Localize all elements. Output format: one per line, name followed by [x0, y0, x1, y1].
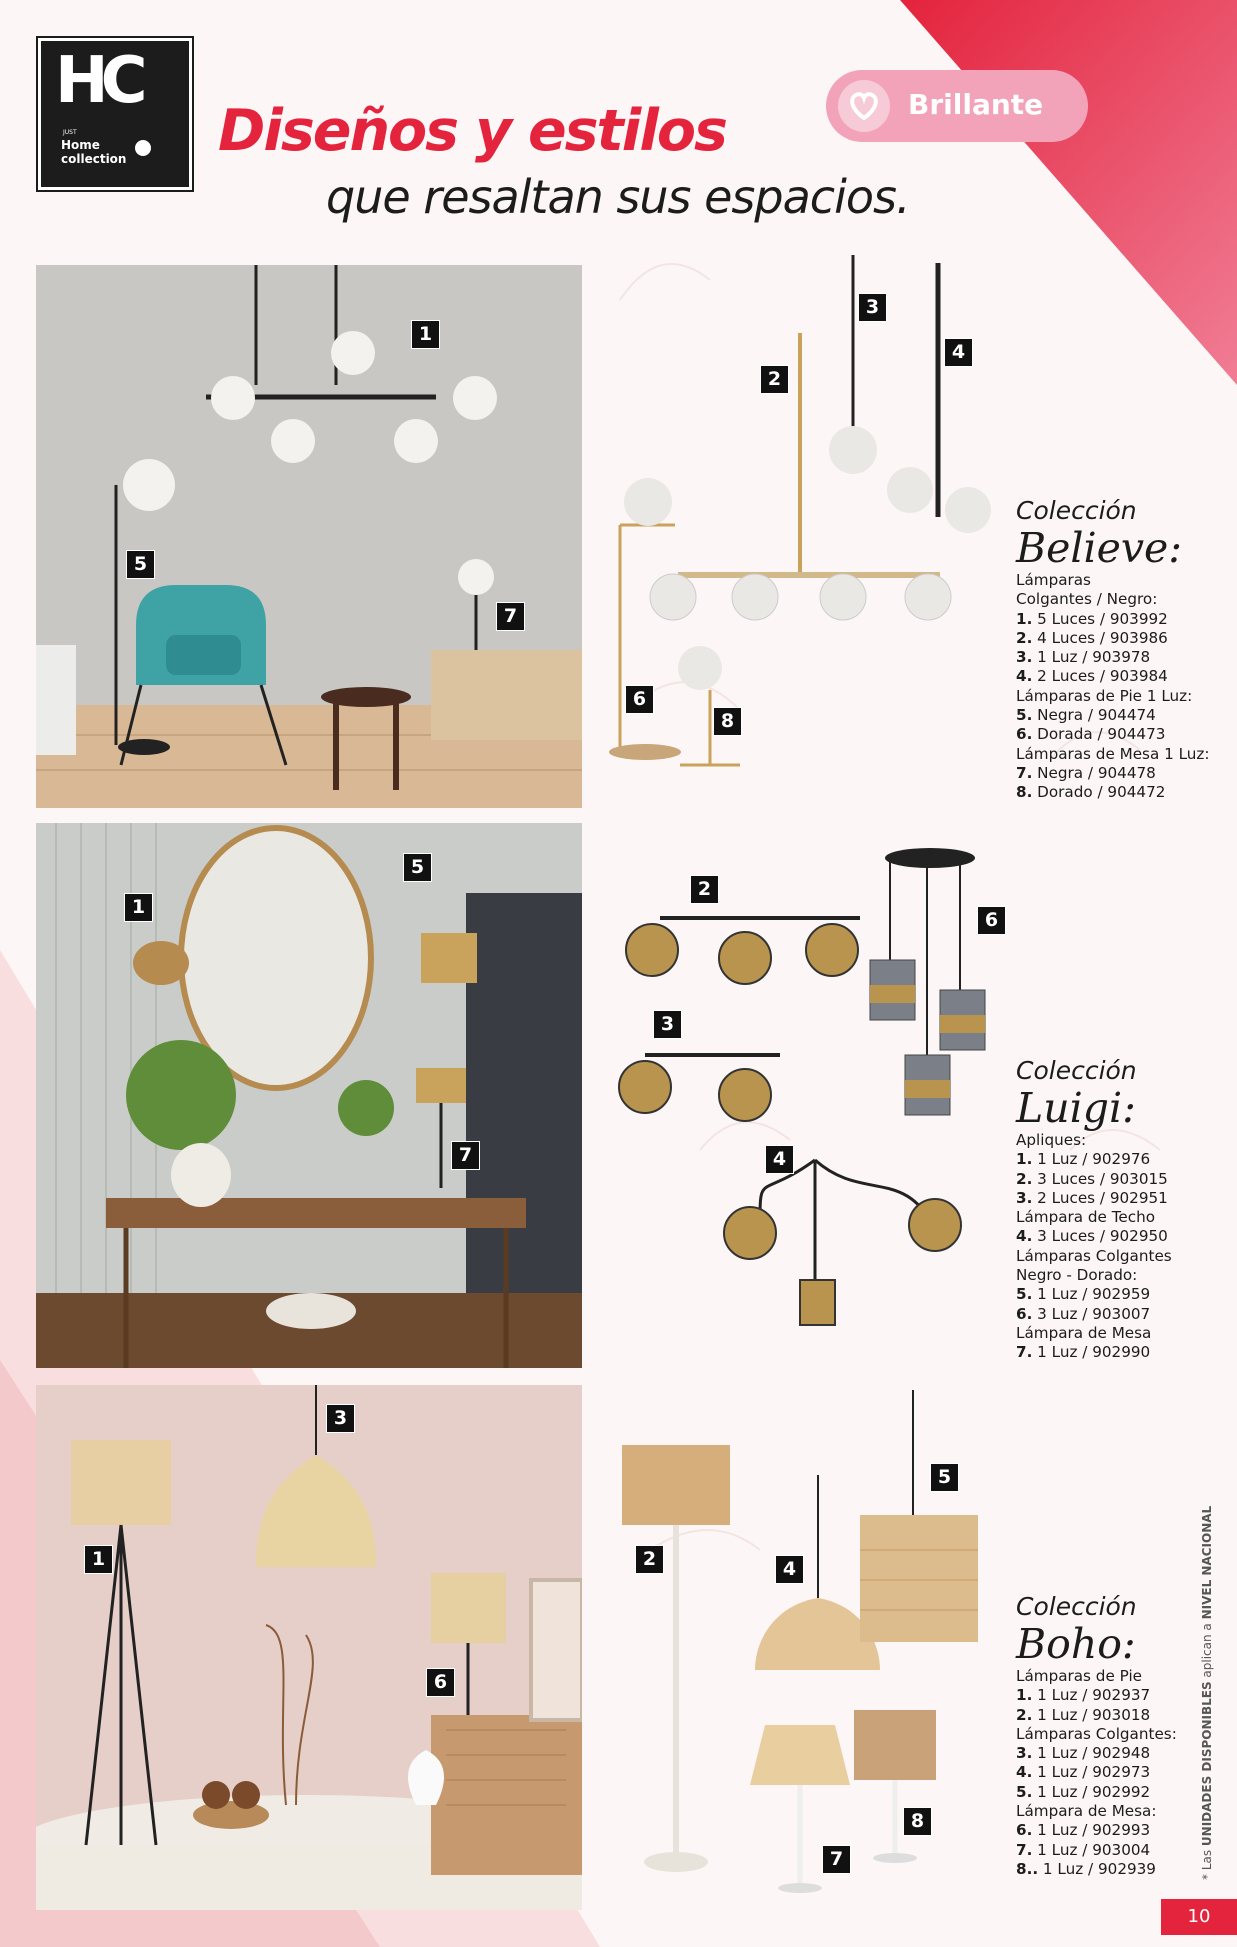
product-text: 1 Luz / 902939 [1038, 1859, 1156, 1878]
product-line [1016, 1189, 1172, 1208]
product-text: Dorado / 904472 [1032, 783, 1166, 802]
product-line [1016, 1266, 1172, 1285]
product-line [1016, 571, 1210, 590]
product-line [1016, 667, 1210, 686]
product-number: 4. [1016, 667, 1033, 686]
marker-8: 8 [903, 1807, 932, 1836]
product-line [1016, 648, 1210, 667]
marker-1: 1 [411, 320, 440, 349]
marker-7: 7 [451, 1141, 480, 1170]
product-line [1016, 610, 1210, 629]
marker-7: 7 [496, 602, 525, 631]
heart-icon [838, 80, 890, 132]
product-number: 6. [1016, 1304, 1033, 1323]
product-text: Lámparas de Pie [1016, 1667, 1143, 1685]
marker-3: 3 [326, 1404, 355, 1433]
boho-collection-info [1016, 1593, 1177, 1879]
product-line [1016, 1343, 1172, 1362]
product-text: 1 Luz / 902976 [1032, 1150, 1151, 1169]
product-line [1016, 783, 1210, 802]
product-line [1016, 1686, 1177, 1705]
product-line [1016, 1744, 1177, 1763]
product-line [1016, 1131, 1172, 1150]
collection-name: Luigi: [1016, 1084, 1136, 1132]
logo-small-text: JUST [63, 129, 77, 136]
product-text: Lámparas [1016, 571, 1091, 589]
product-text: 1 Luz / 902993 [1032, 1821, 1151, 1840]
product-text: Lámparas de Pie 1 Luz: [1016, 686, 1193, 705]
product-line [1016, 1706, 1177, 1725]
product-line [1016, 1841, 1177, 1860]
luigi-room-photo [36, 823, 582, 1368]
collection-label: Colección [1016, 1592, 1137, 1621]
product-text: 1 Luz / 902948 [1032, 1744, 1151, 1763]
logo-dot [135, 140, 151, 156]
product-number: 6. [1016, 1821, 1033, 1840]
product-line [1016, 1170, 1172, 1189]
marker-1: 1 [84, 1545, 113, 1574]
product-text: 1 Luz / 903018 [1032, 1705, 1151, 1724]
product-text: 1 Luz / 902959 [1032, 1285, 1151, 1304]
product-line [1016, 1667, 1177, 1686]
logo-line-1: Home [61, 138, 100, 152]
product-line [1016, 1860, 1177, 1879]
product-line [1016, 725, 1210, 744]
marker-6: 6 [426, 1668, 455, 1697]
product-line [1016, 1247, 1172, 1266]
product-text: 3 Luces / 902950 [1032, 1227, 1168, 1246]
product-line [1016, 590, 1210, 609]
marker-1: 1 [124, 893, 153, 922]
product-text: 2 Luces / 903984 [1032, 667, 1168, 686]
availability-footnote [1200, 1506, 1214, 1880]
boho-products-image [600, 1380, 1010, 1900]
product-number: 4. [1016, 1763, 1033, 1782]
collection-name: Believe: [1016, 524, 1183, 572]
product-number: 2. [1016, 1169, 1033, 1188]
product-text: Colgantes / Negro: [1016, 590, 1158, 609]
product-text: 1 Luz / 903004 [1032, 1840, 1151, 1859]
product-line [1016, 1725, 1177, 1744]
product-line [1016, 1150, 1172, 1169]
marker-6: 6 [625, 685, 654, 714]
product-number: 1. [1016, 609, 1033, 628]
boho-room-photo [36, 1385, 582, 1910]
collection-label: Colección [1016, 1056, 1137, 1085]
footnote-bold-2: NIVEL NACIONAL [1200, 1505, 1214, 1620]
believe-products-image [600, 245, 1000, 790]
headline-line-1: Diseños y estilos [218, 98, 726, 164]
boho-product-list [1016, 1667, 1177, 1879]
product-number: 1. [1016, 1150, 1033, 1169]
product-text: Lámparas Colgantes [1016, 1246, 1172, 1265]
product-text: 3 Luces / 903015 [1032, 1169, 1168, 1188]
product-number: 8. [1016, 783, 1033, 802]
product-text: 1 Luz / 902992 [1032, 1782, 1151, 1801]
product-line [1016, 745, 1210, 764]
product-number: 5. [1016, 1782, 1033, 1801]
marker-5: 5 [403, 853, 432, 882]
product-text: 1 Luz / 903978 [1032, 648, 1151, 667]
logo-label [61, 138, 126, 166]
marker-6: 6 [977, 906, 1006, 935]
marker-2: 2 [690, 875, 719, 904]
product-text: 2 Luces / 902951 [1032, 1188, 1168, 1207]
product-line [1016, 629, 1210, 648]
product-number: 5. [1016, 1285, 1033, 1304]
product-line [1016, 1285, 1172, 1304]
marker-4: 4 [775, 1555, 804, 1584]
luigi-collection-info [1016, 1057, 1172, 1363]
collection-label: Colección [1016, 496, 1137, 525]
product-number: 6. [1016, 725, 1033, 744]
product-number: 3. [1016, 1188, 1033, 1207]
marker-4: 4 [944, 338, 973, 367]
page-number: 10 [1161, 1899, 1237, 1935]
headline-line-2: que resaltan sus espacios. [326, 170, 910, 224]
product-line [1016, 1208, 1172, 1227]
product-number: 2. [1016, 1705, 1033, 1724]
logo-mark: HC [55, 44, 140, 118]
product-number: 2. [1016, 628, 1033, 647]
product-number: 8.. [1016, 1859, 1039, 1878]
marker-3: 3 [653, 1010, 682, 1039]
product-text: Lámpara de Mesa [1016, 1323, 1152, 1342]
product-line [1016, 1763, 1177, 1782]
product-text: 4 Luces / 903986 [1032, 628, 1168, 647]
product-text: Apliques: [1016, 1131, 1087, 1149]
believe-room-photo [36, 265, 582, 808]
product-text: Negro - Dorado: [1016, 1266, 1138, 1285]
marker-3: 3 [858, 293, 887, 322]
believe-product-list [1016, 571, 1210, 803]
marker-7: 7 [822, 1845, 851, 1874]
footnote-mid: aplican a [1200, 1619, 1214, 1682]
product-text: 1 Luz / 902990 [1032, 1343, 1151, 1362]
product-line [1016, 1305, 1172, 1324]
product-line [1016, 764, 1210, 783]
product-text: Lámpara de Mesa: [1016, 1802, 1157, 1821]
luigi-products-image [600, 840, 1010, 1330]
product-number: 4. [1016, 1227, 1033, 1246]
product-line [1016, 1227, 1172, 1246]
marker-5: 5 [930, 1463, 959, 1492]
product-number: 7. [1016, 763, 1033, 782]
product-line [1016, 1783, 1177, 1802]
product-text: Negra / 904478 [1032, 763, 1156, 782]
product-text: 5 Luces / 903992 [1032, 609, 1168, 628]
product-line [1016, 1802, 1177, 1821]
footnote-bold-1: UNIDADES DISPONIBLES [1200, 1681, 1214, 1847]
luigi-product-list [1016, 1131, 1172, 1363]
logo-line-2: collection [61, 152, 127, 166]
marker-5: 5 [126, 550, 155, 579]
product-number: 3. [1016, 1744, 1033, 1763]
product-text: 1 Luz / 902937 [1032, 1686, 1151, 1705]
marker-2: 2 [760, 365, 789, 394]
footnote-prefix: * Las [1200, 1846, 1214, 1880]
collection-name: Boho: [1016, 1620, 1136, 1668]
product-text: Lámparas Colgantes: [1016, 1724, 1177, 1743]
product-number: 1. [1016, 1686, 1033, 1705]
product-number: 5. [1016, 706, 1033, 725]
brand-logo [38, 38, 192, 190]
product-text: Negra / 904474 [1032, 706, 1156, 725]
product-line [1016, 1324, 1172, 1343]
believe-collection-info [1016, 497, 1210, 803]
product-number: 7. [1016, 1343, 1033, 1362]
product-text: 1 Luz / 902973 [1032, 1763, 1151, 1782]
product-text: 3 Luz / 903007 [1032, 1304, 1151, 1323]
badge-label: Brillante [908, 88, 1044, 121]
product-line [1016, 1821, 1177, 1840]
product-number: 7. [1016, 1840, 1033, 1859]
product-number: 3. [1016, 648, 1033, 667]
product-text: Lámpara de Techo [1016, 1208, 1156, 1227]
marker-4: 4 [765, 1145, 794, 1174]
product-line [1016, 687, 1210, 706]
product-text: Dorada / 904473 [1032, 725, 1166, 744]
product-text: Lámparas de Mesa 1 Luz: [1016, 744, 1210, 763]
brillante-badge [826, 70, 1088, 142]
marker-8: 8 [713, 707, 742, 736]
marker-2: 2 [635, 1545, 664, 1574]
product-line [1016, 706, 1210, 725]
